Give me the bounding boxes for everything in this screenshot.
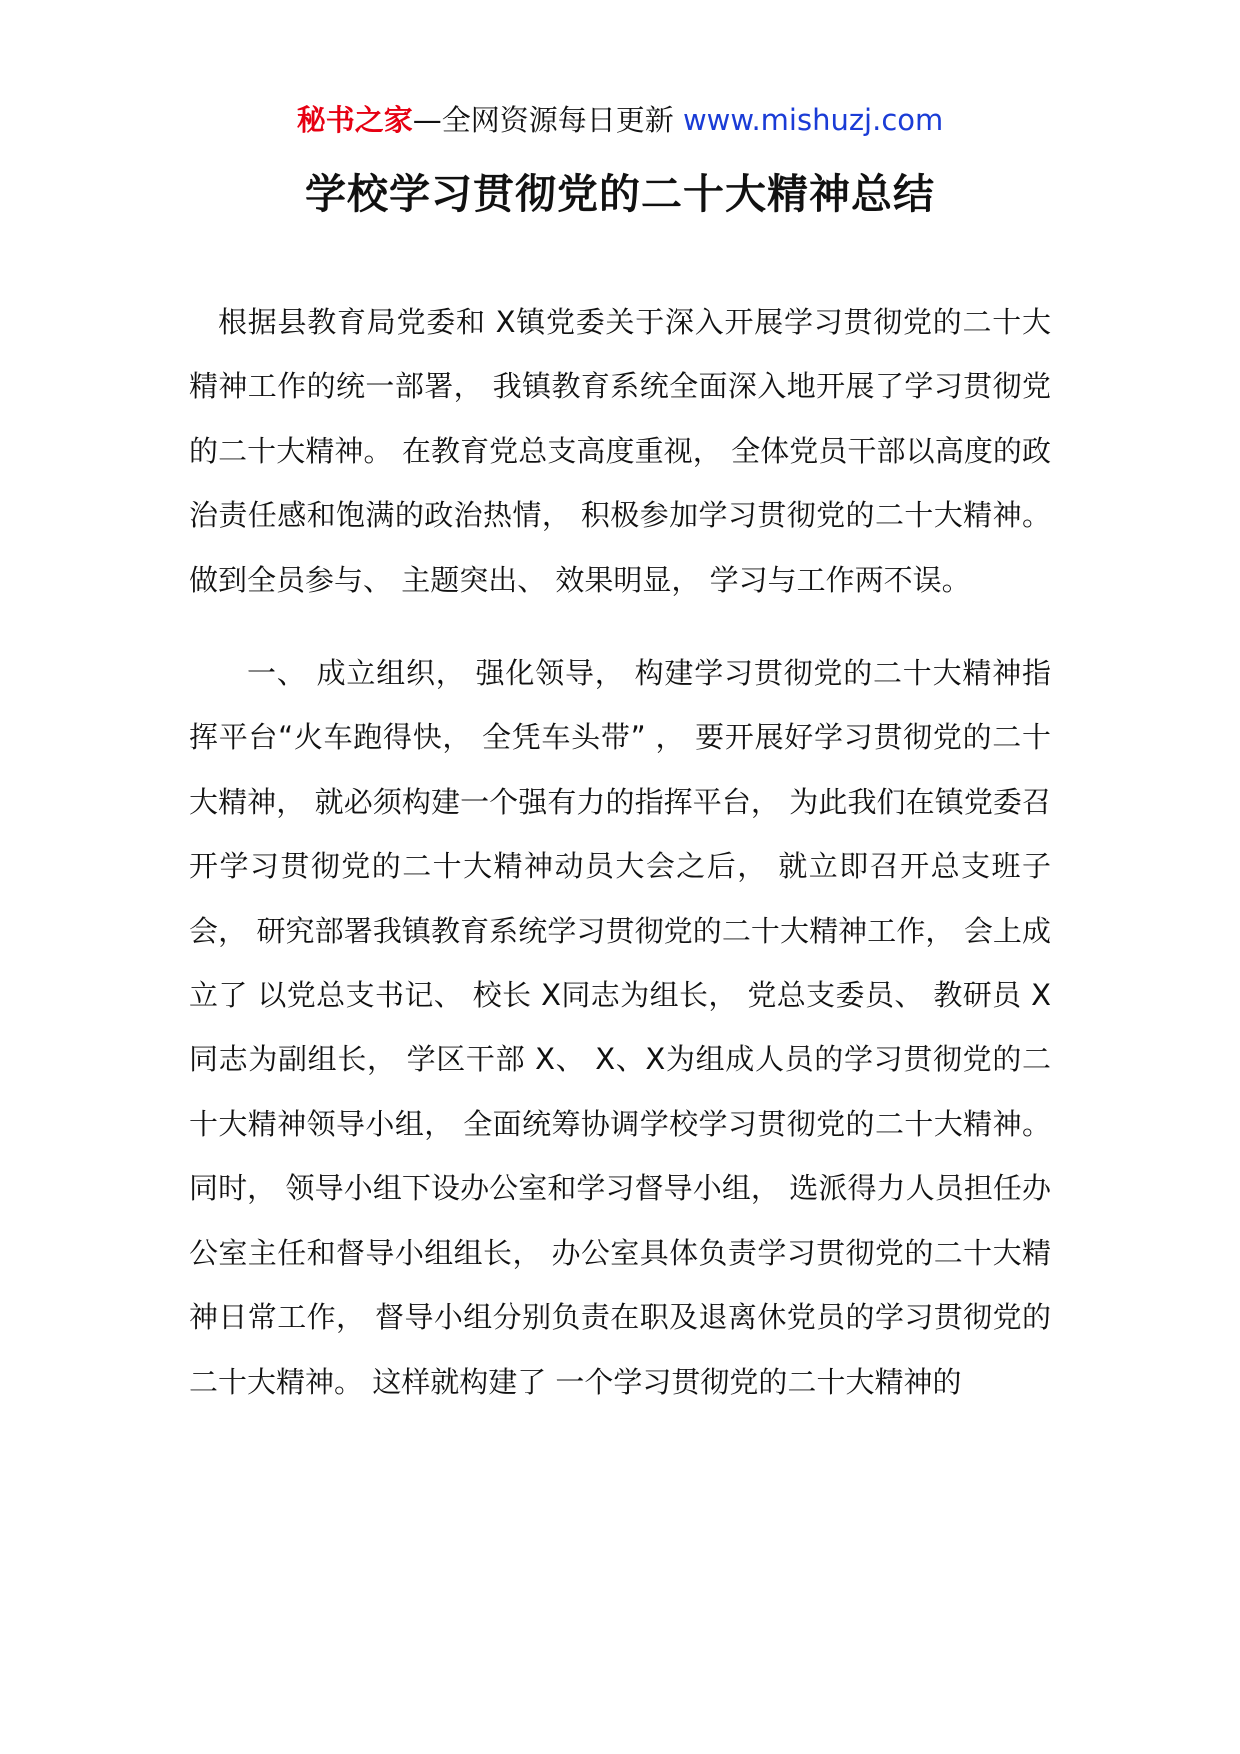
paragraph-section-1: 一、 成立组织， 强化领导， 构建学习贯彻党的二十大精神指挥平台“火车跑得快， 全凭车头带” ， 要开展好学习贯彻党的二十大精神， 就必须构建一个强有力的指挥平台， 为此我们在镇党委召开学习贯彻党的二十大精神动员大会之后， 就立即召开总支班子会， 研究部署我镇教育系统学习贯彻党的二十大精神工作， 会上成立了 以党总支书记、 校长 X同志为组长， 党总支委员、 教研员 X同志为副组长， 学区干部 X、 X、X为组成人员的学习贯彻党的二十大精神领导小组， 全面统筹协调学校学习贯彻党的二十大精神。 同时， 领导小组下设办公室和学习督导小组， 选派得力人员担任办公室主任和督导小组组长， 办公室具体负责学习贯彻党的二十大精神日常工作， 督导小组分别负责在职及退离休党员的学习贯彻党的二十大精神。 这样就构建了 一个学习贯彻党的二十大精神的 bbox=[189, 656, 1051, 1399]
site-header bbox=[0, 100, 1240, 140]
document-body bbox=[189, 290, 1051, 1414]
brand-name: 秘书之家 bbox=[296, 103, 413, 137]
header-tagline: —全网资源每日更新 bbox=[412, 103, 674, 137]
site-url-link[interactable]: www.mishuzj.com bbox=[682, 103, 944, 137]
paragraph-intro: 根据县教育局党委和 X镇党委关于深入开展学习贯彻党的二十大精神工作的统一部署， 我镇教育系统全面深入地开展了学习贯彻党的二十大精神。 在教育党总支高度重视， 全体党员干部以高度的政治责任感和饱满的政治热情， 积极参加学习贯彻党的二十大精神。 做到全员参与、 主题突出、 效果明显， 学习与工作两不误。 bbox=[189, 305, 1051, 597]
document-title: 学校学习贯彻党的二十大精神总结 bbox=[305, 170, 935, 218]
